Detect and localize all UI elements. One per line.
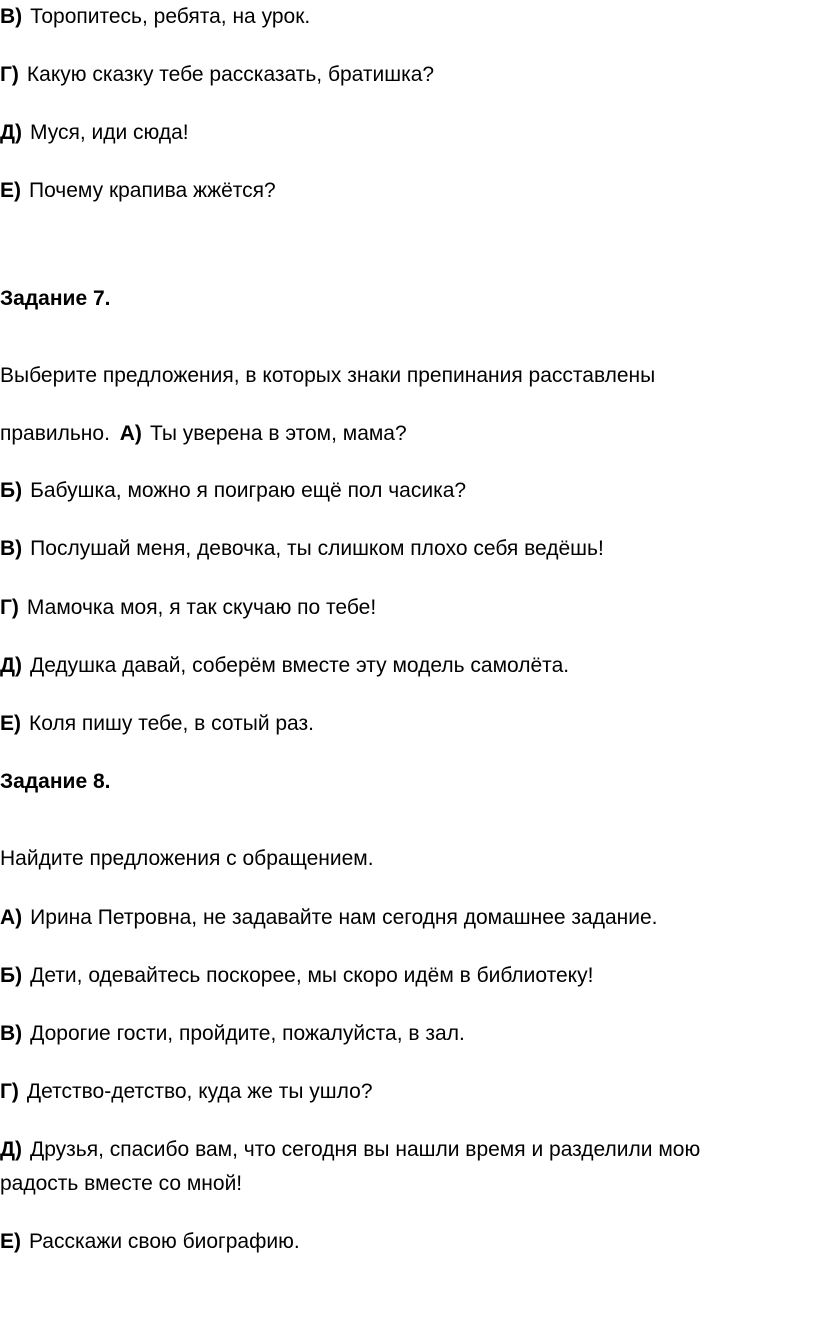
option-label: Д) (0, 1138, 22, 1161)
list-item (0, 905, 658, 931)
list-item (0, 595, 376, 621)
option-text: Дети, одевайтесь поскорее, мы скоро идём в библиотеку! (30, 964, 594, 987)
option-label: Е) (0, 1230, 21, 1253)
option-text: Ты уверена в этом, мама? (149, 422, 407, 445)
task-7-instruction: Выберите предложения, в которых знаки препинания расставлены (0, 364, 656, 387)
option-text: Почему крапива жжётся? (29, 179, 276, 202)
list-item (0, 62, 434, 88)
task-7-instruction-end: правильно. (0, 422, 110, 445)
option-label: А) (119, 422, 142, 445)
option-text: Какую сказку тебе рассказать, братишка? (26, 63, 435, 86)
list-item (0, 478, 466, 504)
option-label: Г) (0, 63, 19, 86)
option-label: В) (0, 1022, 23, 1045)
option-label: В) (0, 537, 23, 560)
option-text: Коля пишу тебе, в сотый раз. (29, 712, 314, 735)
list-item-continuation: радость вместе со мной! (0, 1172, 243, 1195)
option-label: А) (0, 906, 23, 929)
option-label: Е) (0, 179, 21, 202)
list-item (0, 536, 604, 562)
list-item (0, 1137, 700, 1163)
list-item (0, 1229, 300, 1255)
list-item (0, 1021, 465, 1047)
option-label: Б) (0, 964, 23, 987)
option-label: В) (0, 5, 23, 28)
option-label: Д) (0, 121, 22, 144)
option-text: Бабушка, можно я поиграю ещё пол часика? (30, 479, 467, 502)
option-text: Дедушка давай, соберём вместе эту модель самолёта. (29, 654, 570, 677)
list-item (0, 653, 569, 679)
option-label: Е) (0, 712, 21, 735)
list-item (0, 178, 276, 204)
option-label: Г) (0, 596, 19, 619)
option-text: Дорогие гости, пройдите, пожалуйста, в зал. (30, 1022, 465, 1045)
option-text: Торопитесь, ребята, на урок. (30, 5, 311, 28)
task-8-title: Задание 8. (0, 770, 111, 793)
task-8-instruction: Найдите предложения с обращением. (0, 847, 374, 870)
list-item (0, 963, 593, 989)
option-text: Ирина Петровна, не задавайте нам сегодня домашнее задание. (30, 906, 658, 929)
option-label: Б) (0, 479, 23, 502)
list-item (0, 421, 407, 447)
list-item (0, 711, 314, 737)
option-label: Г) (0, 1080, 19, 1103)
option-text: Послушай меня, девочка, ты слишком плохо себя ведёшь! (30, 537, 604, 560)
option-text: Друзья, спасибо вам, что сегодня вы нашли время и разделили мою (29, 1138, 701, 1161)
option-text: Муся, иди сюда! (29, 121, 189, 144)
task-7-title: Задание 7. (0, 287, 111, 310)
option-text: Расскажи свою биографию. (29, 1230, 300, 1253)
option-text: Детство-детство, куда же ты ушло? (26, 1080, 373, 1103)
option-text: Мамочка моя, я так скучаю по тебе! (26, 596, 377, 619)
option-label: Д) (0, 654, 22, 677)
list-item (0, 1079, 373, 1105)
list-item (0, 4, 310, 30)
list-item (0, 120, 189, 146)
